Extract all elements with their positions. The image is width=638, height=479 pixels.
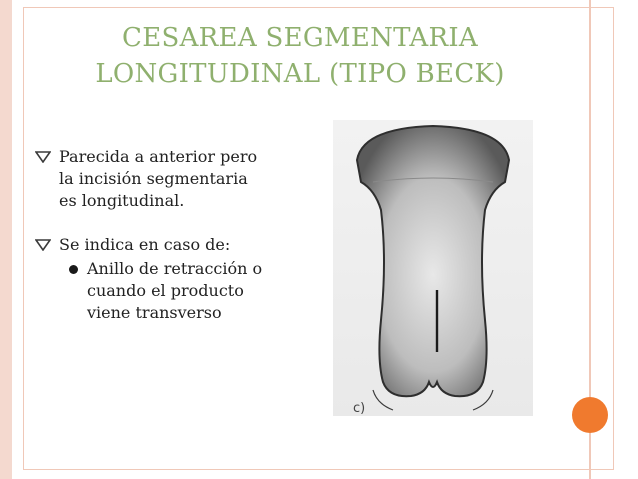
bullet-1-line-1: Parecida a anterior pero [59, 147, 258, 166]
decor-line-bottom [589, 433, 591, 479]
orange-circle [572, 397, 608, 433]
sub-bullet-line-2: cuando el producto [87, 281, 244, 300]
left-decor-stripe [0, 0, 12, 479]
bullet-1-line-2: la incisión segmentaria [59, 169, 248, 188]
bullet-item-1 [35, 146, 335, 212]
decor-line-top [589, 0, 591, 397]
hollow-bullet-icon [35, 239, 51, 251]
sub-bullet-line-1: Anillo de retracción o [87, 259, 263, 278]
uterus-illustration [333, 120, 533, 416]
bullet-2-text: Se indica en caso de: [59, 235, 231, 254]
title-line-1: CESAREA SEGMENTARIA [122, 23, 478, 53]
title-line-2: LONGITUDINAL (TIPO BECK) [95, 59, 505, 89]
bullet-item-2 [35, 234, 335, 324]
sub-bullet-item [65, 258, 335, 324]
bullet-1-line-3: es longitudinal. [59, 191, 185, 210]
sub-bullet-line-3: viene transverso [87, 303, 222, 322]
hollow-bullet-icon [35, 151, 51, 163]
round-bullet-icon [69, 265, 78, 274]
slide-title [40, 20, 560, 92]
bullet-list [35, 146, 335, 324]
figure-label: c) [353, 401, 366, 416]
